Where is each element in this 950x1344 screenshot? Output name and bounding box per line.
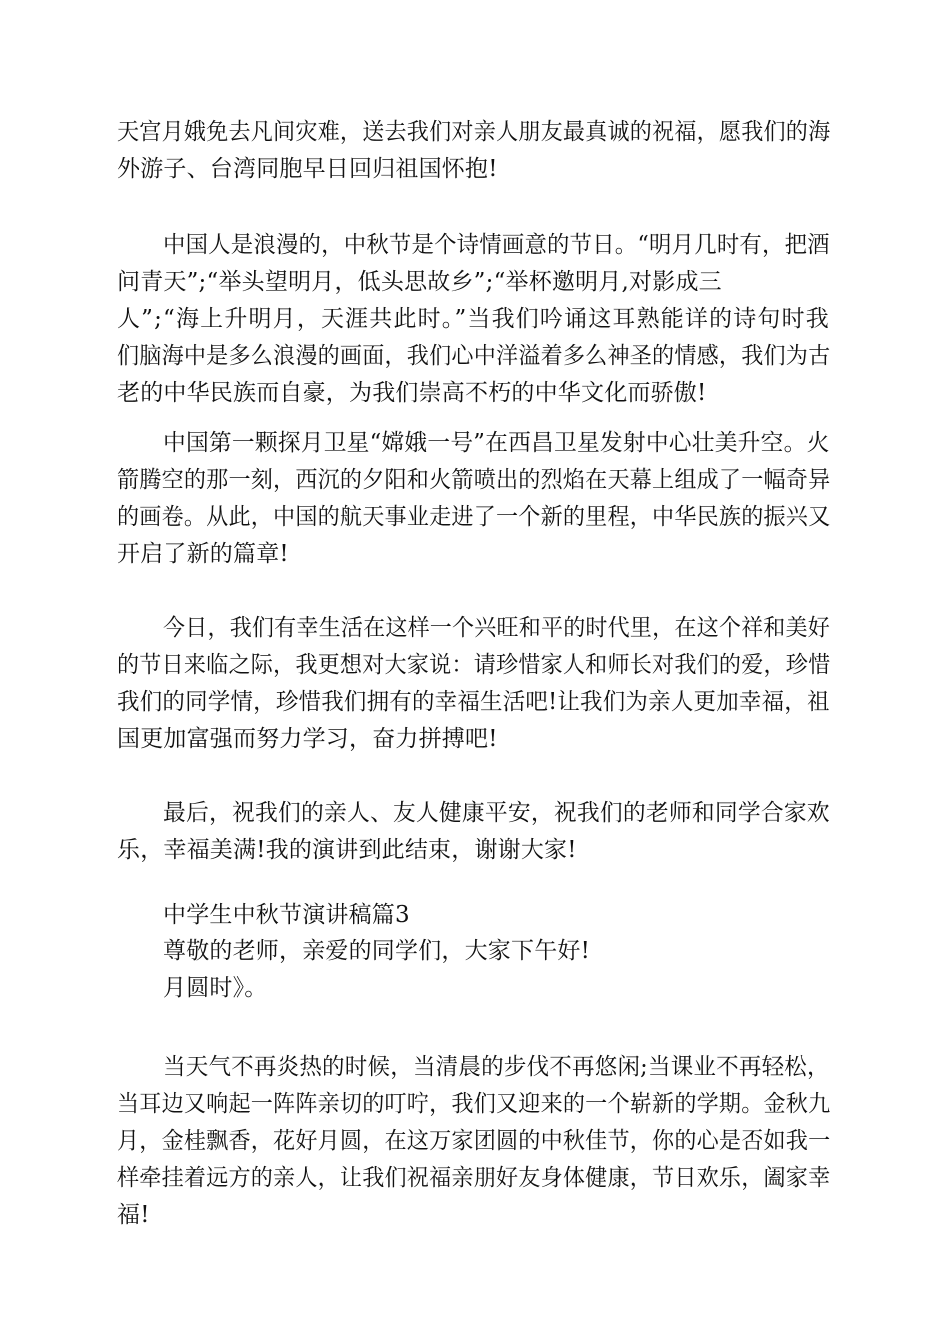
paragraph-6-line-4: 样牵挂着远方的亲人，让我们祝福亲朋好友身体健康，节日欢乐，阖家幸 (117, 1165, 831, 1191)
paragraph-3-line-1: 中国第一颗探月卫星“嫦娥一号”在西昌卫星发射中心壮美升空。火 (163, 430, 830, 456)
paragraph-5-line-1: 最后，祝我们的亲人、友人健康平安，祝我们的老师和同学合家欢 (163, 800, 830, 826)
paragraph-3-line-4: 开启了新的篇章! (117, 541, 289, 567)
paragraph-2-line-4: 们脑海中是多么浪漫的画面，我们心中洋溢着多么神圣的情感，我们为古 (117, 343, 831, 369)
paragraph-6-line-2: 当耳边又响起一阵阵亲切的叮咛，我们又迎来的一个崭新的学期。金秋九 (117, 1091, 831, 1117)
paragraph-1-line-2: 外游子、台湾同胞早日回归祖国怀抱! (117, 156, 498, 182)
greeting-line: 尊敬的老师，亲爱的同学们，大家下午好! (163, 938, 591, 964)
paragraph-4-line-1: 今日，我们有幸生活在这样一个兴旺和平的时代里，在这个祥和美好 (163, 615, 830, 641)
section-heading: 中学生中秋节演讲稿篇3 (163, 902, 410, 928)
paragraph-6-line-5: 福! (117, 1202, 150, 1228)
paragraph-6-line-3: 月，金桂飘香，花好月圆，在这万家团圆的中秋佳节，你的心是否如我一 (117, 1128, 831, 1154)
paragraph-3-line-3: 的画卷。从此，中国的航天事业走进了一个新的里程，中华民族的振兴又 (117, 504, 831, 530)
paragraph-4-line-2: 的节日来临之际，我更想对大家说：请珍惜家人和师长对我们的爱，珍惜 (117, 652, 831, 678)
title-fragment-line: 月圆时》。 (163, 975, 268, 1001)
paragraph-4-line-4: 国更加富强而努力学习，奋力拼搏吧! (117, 726, 498, 752)
paragraph-3-line-2: 箭腾空的那一刻，西沉的夕阳和火箭喷出的烈焰在天幕上组成了一幅奇异 (117, 467, 831, 493)
paragraph-2-line-3: 人”;“海上升明月，天涯共此时。”当我们吟诵这耳熟能详的诗句时我 (117, 306, 830, 332)
paragraph-2-line-1: 中国人是浪漫的，中秋节是个诗情画意的节日。“明月几时有，把酒 (163, 232, 830, 258)
paragraph-5-line-2: 乐，幸福美满!我的演讲到此结束，谢谢大家! (117, 837, 577, 863)
paragraph-6-line-1: 当天气不再炎热的时候，当清晨的步伐不再悠闲;当课业不再轻松， (163, 1054, 830, 1080)
paragraph-2-line-2: 问青天”;“举头望明月，低头思故乡”;“举杯邀明月,对影成三 (117, 269, 722, 295)
paragraph-1-line-1: 天宫月娥免去凡间灾难，送去我们对亲人朋友最真诚的祝福，愿我们的海 (117, 119, 831, 145)
paragraph-2-line-5: 老的中华民族而自豪，为我们崇高不朽的中华文化而骄傲! (117, 380, 707, 406)
paragraph-4-line-3: 我们的同学情，珍惜我们拥有的幸福生活吧!让我们为亲人更加幸福，祖 (117, 689, 830, 715)
